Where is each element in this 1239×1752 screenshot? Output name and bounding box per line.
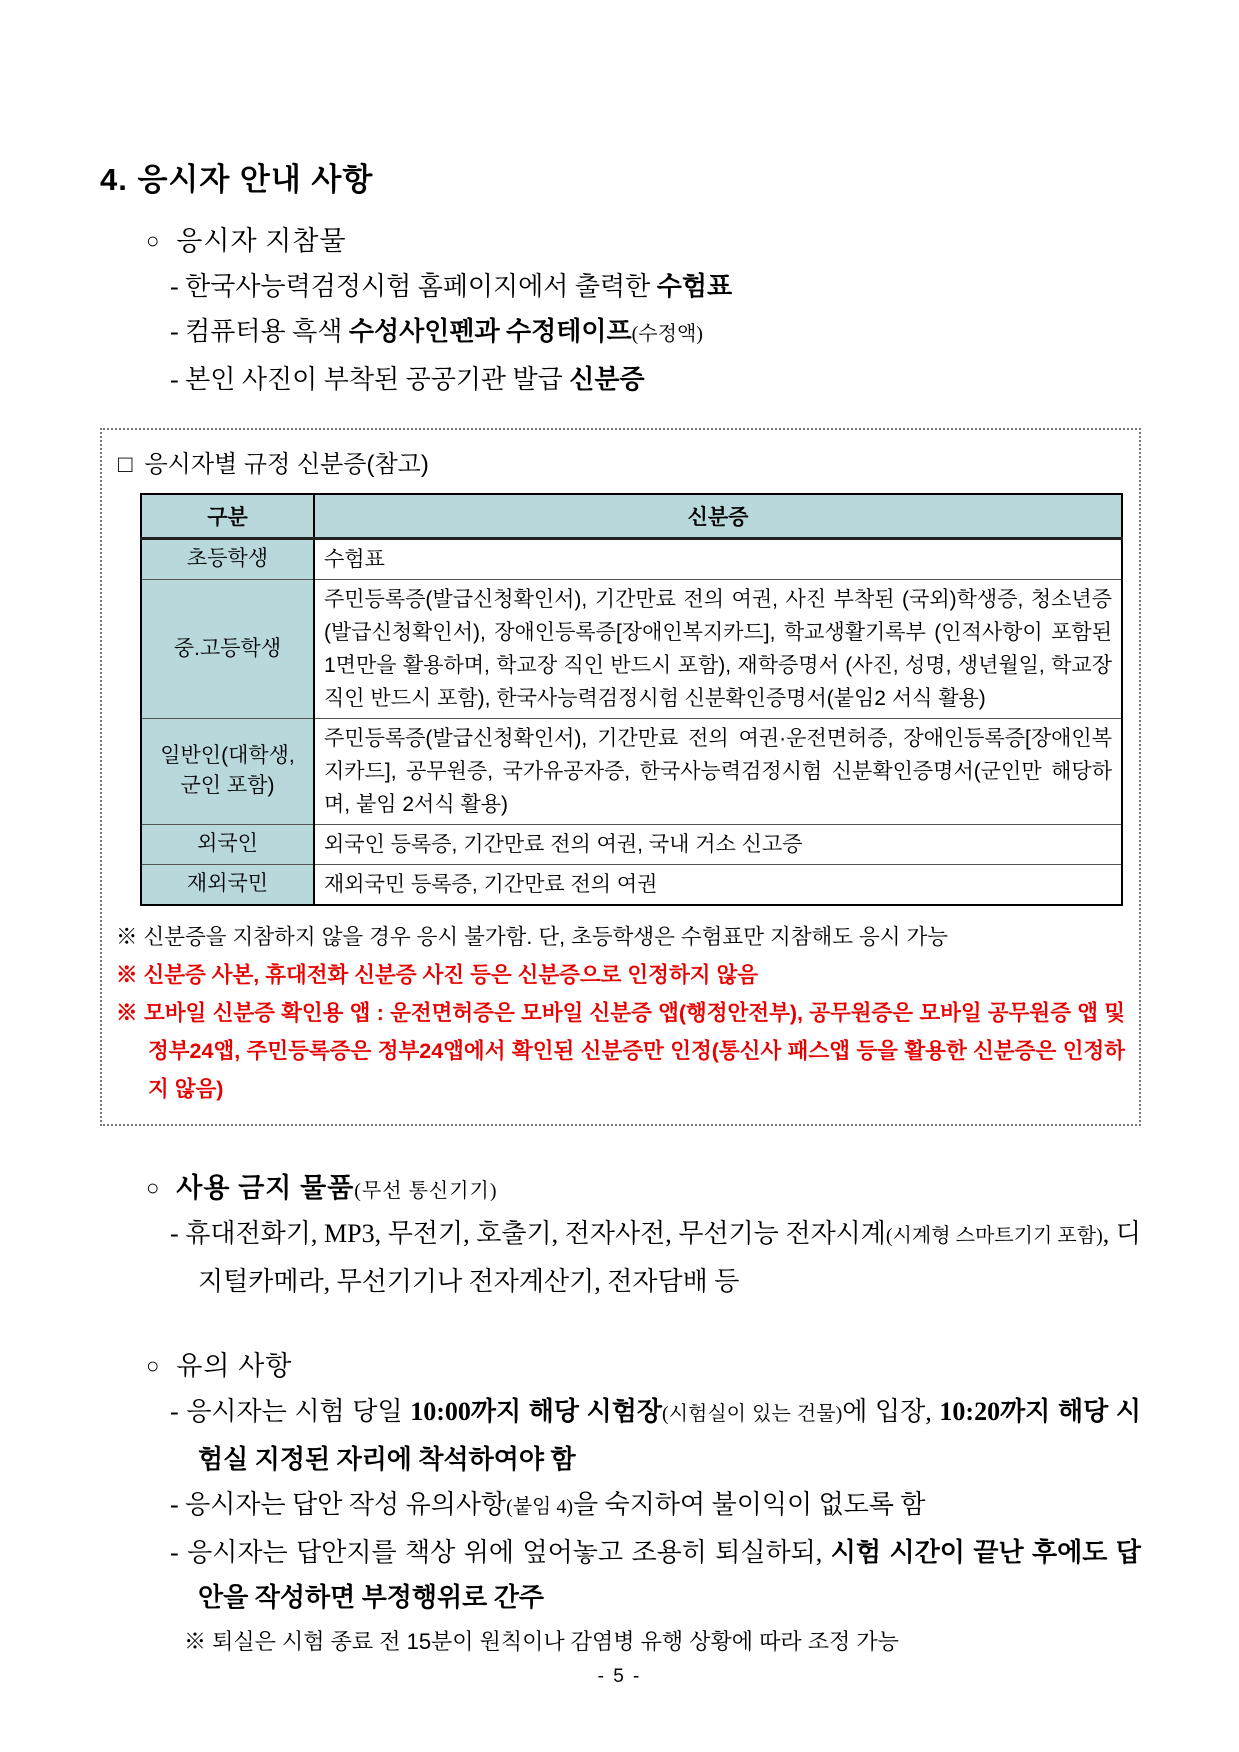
row-category-cell: 중.고등학생 [141,579,314,718]
id-table-body [141,538,1122,905]
page-content [100,0,1141,1662]
section-cautions-label: 유의 사항 [176,1350,293,1381]
square-bullet-icon: □ [118,451,133,478]
section-cautions [100,1344,1141,1662]
id-requirements-box [100,428,1141,1126]
prohibited-list [170,1211,1141,1304]
section-cautions-heading [146,1344,1141,1383]
text-segment: (무선 통신기기) [354,1179,498,1202]
bullet-item [170,1389,1141,1482]
bullet-item [170,357,1141,402]
bullet-item [170,1211,1141,1304]
row-ids-cell: 주민등록증(발급신청확인서), 기간만료 전의 여권·운전면허증, 장애인등록증[장애인복지카드], 공무원증, 국가유공자증, 한국사능력검정시험 신분확인증명서(군인만 해당하며, 붙임 2서식 활용) [314,718,1122,824]
row-ids-cell: 주민등록증(발급신청확인서), 기간만료 전의 여권, 사진 부착된 (국외)학생증, 청소년증(발급신청확인서), 장애인등록증[장애인복지카드], 학교생활기록부 (인적사항이 포함된 1면만을 활용하며, 학교장 직인 반드시 포함), 재학증명서 (사진, 성명, 생년월일, 학교장 직인 반드시 포함), 한국사능력검정시험 신분확인증명서(붙임2 서식 활용) [314,579,1122,718]
id-box-note: ※ 신분증 사본, 휴대전화 신분증 사진 등은 신분증으로 인정하지 않음 [116,962,758,987]
id-box-heading-label: 응시자별 규정 신분증(참고) [144,451,429,478]
section-belongings-label: 응시자 지참물 [176,226,347,256]
text-segment: (시계형 스마트기기 포함) [885,1224,1103,1247]
id-box-notes [116,918,1125,1108]
row-category-cell: 초등학생 [141,538,314,579]
section-prohibited-label [176,1173,497,1203]
exit-time-note: ※ 퇴실은 시험 종료 전 15분이 원칙이나 감염병 유행 상황에 따라 조정 가능 [184,1628,899,1654]
bullet-item [170,309,1141,357]
row-category-cell: 외국인 [141,824,314,864]
text-segment: (붙임 4) [506,1495,574,1518]
id-box-heading [118,444,1125,479]
row-category-cell: 일반인(대학생, 군인 포함) [141,718,314,824]
text-segment: - 휴대전화기, MP3, 무전기, 호출기, 전자사전, 무선기능 전자시계 [170,1218,886,1248]
row-ids-cell: 수험표 [314,538,1122,579]
text-segment: - 응시자는 답안 작성 유의사항 [170,1489,507,1519]
text-segment: 10:00까지 해당 시험장 [410,1396,663,1426]
id-table-header-row [141,494,1122,538]
text-segment: 신분증 [569,365,645,394]
text-segment: - 컴퓨터용 흑색 [170,317,349,346]
text-segment: (시험실이 있는 건물) [662,1402,843,1425]
text-segment: 수험표 [656,272,733,301]
page-number: - 5 - [597,1666,642,1687]
text-segment: 사용 금지 물품 [176,1172,355,1203]
row-ids-cell: 외국인 등록증, 기간만료 전의 여권, 국내 거소 신고증 [314,824,1122,864]
table-row [141,538,1122,579]
text-segment: 10:20까지 해당 시험실 지정된 자리에 착석하여야 함 [198,1396,1141,1474]
bullet-item [170,1482,1141,1530]
id-table-header-idcard: 신분증 [314,494,1122,538]
section-belongings [100,219,1141,402]
circle-bullet-icon: ○ [146,1174,161,1200]
section-belongings-heading [146,219,1141,258]
id-box-note: ※ 신분증을 지참하지 않을 경우 응시 불가함. 단, 초등학생은 수험표만 지참해도 응시 가능 [116,924,949,949]
row-category-cell: 재외국민 [141,864,314,905]
table-row [141,579,1122,718]
text-segment: - 한국사능력검정시험 홈페이지에서 출력한 [170,272,657,301]
cautions-list [170,1389,1141,1620]
id-table [140,493,1123,906]
section-prohibited-heading [146,1166,1141,1205]
table-row [141,718,1122,824]
text-segment: 시험 시간이 끝난 후에도 답안을 작성하면 부정행위로 간주 [198,1537,1142,1612]
text-segment: - 본인 사진이 부착된 공공기관 발급 [170,365,570,394]
page-title: 4. 응시자 안내 사항 [100,162,374,197]
bullet-item [170,264,1141,309]
text-segment: 에 입장, [842,1396,940,1426]
section-prohibited [100,1166,1141,1304]
bullet-item [170,1530,1141,1620]
text-segment: - 응시자는 시험 당일 [170,1396,411,1426]
text-segment: - 응시자는 답안지를 책상 위에 엎어놓고 조용히 퇴실하되, [170,1537,831,1567]
id-box-note: ※ 모바일 신분증 확인용 앱 : 운전면허증은 모바일 신분증 앱(행정안전부), 공무원증은 모바일 공무원증 앱 및 정부24앱, 주민등록증은 정부24앱에서 확인된 신분증만 인정(통신사 패스앱 등을 활용한 신분증은 인정하지 않음) [116,1000,1125,1101]
text-segment: (수정액) [631,323,703,345]
id-table-header-category: 구분 [141,494,314,538]
text-segment: , 디지털카메라, 무선기기나 전자계산기, 전자담배 등 [198,1218,1141,1296]
belongings-list [170,264,1141,402]
table-row [141,864,1122,905]
id-table-head [141,494,1122,538]
text-segment: 수성사인펜과 수정테이프 [348,317,632,346]
text-segment: 을 숙지하여 불이익이 없도록 함 [573,1489,926,1519]
table-row [141,824,1122,864]
circle-bullet-icon: ○ [146,228,161,253]
circle-bullet-icon: ○ [146,1352,161,1378]
row-ids-cell: 재외국민 등록증, 기간만료 전의 여권 [314,864,1122,905]
